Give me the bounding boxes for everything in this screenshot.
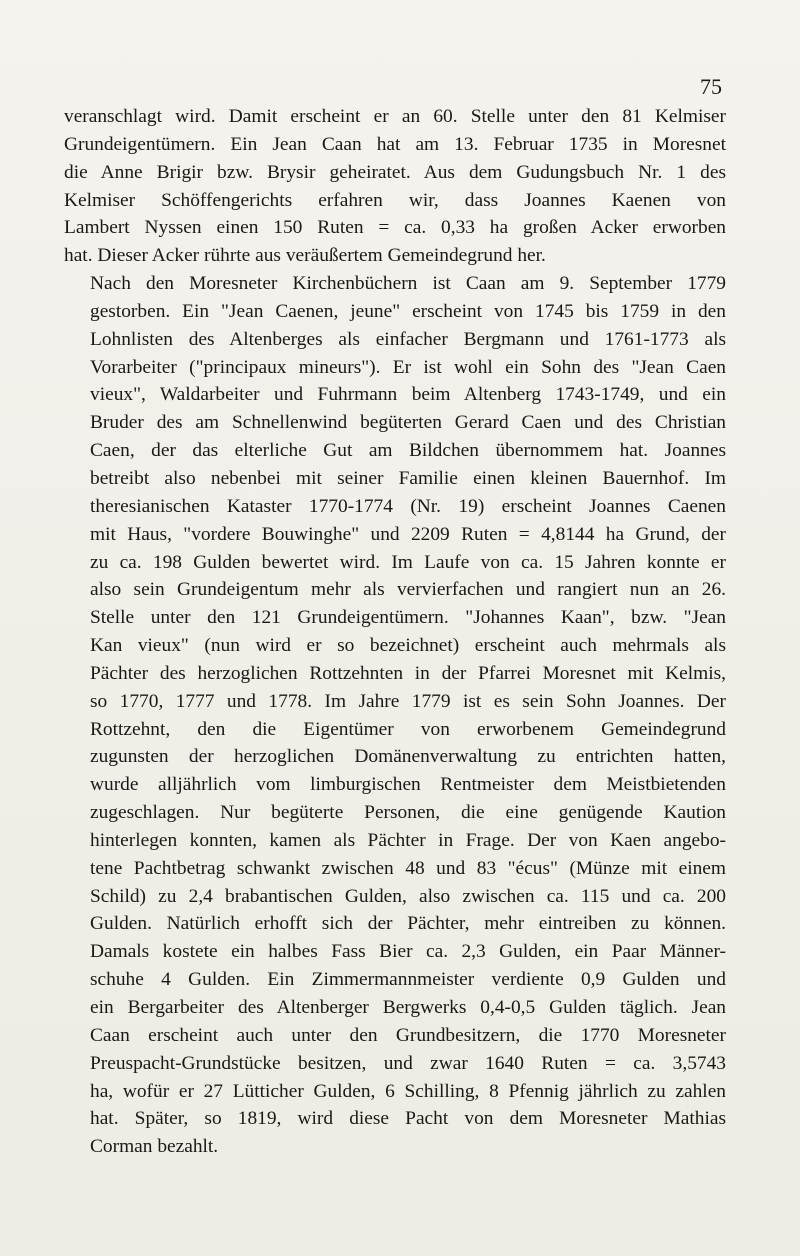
text-line: also sein Grundeigentum mehr als vervierfachen und rangiert nun an 26.: [90, 579, 726, 601]
text-line: betreibt also nebenbei mit seiner Familie einen kleinen Bauernhof. Im: [90, 467, 726, 489]
text-line: Rottzehnt, den die Eigentümer von erworbenem Gemeindegrund: [90, 718, 726, 740]
text-line: die Anne Brigir bzw. Brysir geheiratet. Aus dem Gudungsbuch Nr. 1 des: [64, 161, 726, 183]
text-line: so 1770, 1777 und 1778. Im Jahre 1779 ist es sein Sohn Joannes. Der: [90, 690, 726, 712]
body-text: [64, 103, 726, 1161]
paragraph-2: [64, 270, 726, 1161]
text-line: schuhe 4 Gulden. Ein Zimmermannmeister verdiente 0,9 Gulden und: [90, 969, 726, 991]
page-number: 75: [700, 74, 722, 99]
text-line: Damals kostete ein halbes Fass Bier ca. 2,3 Gulden, ein Paar Männer-: [90, 941, 726, 963]
text-line: Nach den Moresneter Kirchenbüchern ist Caan am 9. September 1779: [90, 273, 726, 295]
text-line: ha, wofür er 27 Lütticher Gulden, 6 Schilling, 8 Pfennig jährlich zu zahlen: [90, 1080, 726, 1102]
text-line: Preuspacht-Grundstücke besitzen, und zwar 1640 Ruten = ca. 3,5743: [90, 1052, 726, 1074]
text-line: Vorarbeiter ("principaux mineurs"). Er ist wohl ein Sohn des "Jean Caen: [90, 356, 726, 378]
text-line: zugeschlagen. Nur begüterte Personen, die eine genügende Kaution: [90, 802, 726, 824]
text-line: Lohnlisten des Altenberges als einfacher Bergmann und 1761-1773 als: [90, 328, 726, 350]
text-line: gestorben. Ein "Jean Caenen, jeune" erscheint von 1745 bis 1759 in den: [90, 300, 726, 322]
text-line: theresianischen Kataster 1770-1774 (Nr. 19) erscheint Joannes Caenen: [90, 495, 726, 517]
text-line: Corman bezahlt.: [90, 1136, 219, 1158]
text-line: Bruder des am Schnellenwind begüterten Gerard Caen und des Christian: [90, 412, 726, 434]
text-line: Gulden. Natürlich erhofft sich der Pächter, mehr eintreiben zu können.: [90, 913, 726, 935]
text-line: wurde alljährlich vom limburgischen Rentmeister dem Meistbietenden: [90, 774, 726, 796]
text-line: Caen, der das elterliche Gut am Bildchen übernommem hat. Joannes: [90, 440, 726, 462]
text-line: hat. Später, so 1819, wird diese Pacht von dem Moresneter Mathias: [90, 1108, 726, 1130]
text-line: zugunsten der herzoglichen Domänenverwaltung zu entrichten hatten,: [90, 746, 726, 768]
text-line: ein Bergarbeiter des Altenberger Bergwerks 0,4-0,5 Gulden täglich. Jean: [90, 997, 726, 1018]
text-line: Kan vieux" (nun wird er so bezeichnet) erscheint auch mehrmals als: [90, 635, 726, 657]
text-line: Stelle unter den 121 Grundeigentümern. "Johannes Kaan", bzw. "Jean: [90, 607, 726, 629]
text-line: Kelmiser Schöffengerichts erfahren wir, dass Joannes Kaenen von: [64, 189, 726, 211]
text-line: Grundeigentümern. Ein Jean Caan hat am 13. Februar 1735 in Moresnet: [64, 133, 726, 155]
text-line: Caan erscheint auch unter den Grundbesitzern, die 1770 Moresneter: [90, 1024, 726, 1046]
text-line: Pächter des herzoglichen Rottzehnten in der Pfarrei Moresnet mit Kelmis,: [90, 662, 726, 684]
text-line: vieux", Waldarbeiter und Fuhrmann beim Altenberg 1743-1749, und ein: [90, 384, 726, 406]
paragraph-1: [64, 103, 726, 270]
text-line: hinterlegen konnten, kamen als Pächter in Frage. Der von Kaen angebo-: [90, 829, 726, 851]
text-line: tene Pachtbetrag schwankt zwischen 48 und 83 "écus" (Münze mit einem: [90, 857, 726, 879]
text-line: zu ca. 198 Gulden bewertet wird. Im Laufe von ca. 15 Jahren konnte er: [90, 551, 726, 573]
text-line: Schild) zu 2,4 brabantischen Gulden, also zwischen ca. 115 und ca. 200: [90, 885, 726, 907]
text-line: veranschlagt wird. Damit erscheint er an 60. Stelle unter den 81 Kelmiser: [64, 106, 726, 127]
text-line: Lambert Nyssen einen 150 Ruten = ca. 0,33 ha großen Acker erworben: [64, 217, 726, 239]
text-line: hat. Dieser Acker rührte aus veräußertem Gemeindegrund her.: [64, 245, 546, 267]
text-line: mit Haus, "vordere Bouwinghe" und 2209 Ruten = 4,8144 ha Grund, der: [90, 523, 726, 545]
